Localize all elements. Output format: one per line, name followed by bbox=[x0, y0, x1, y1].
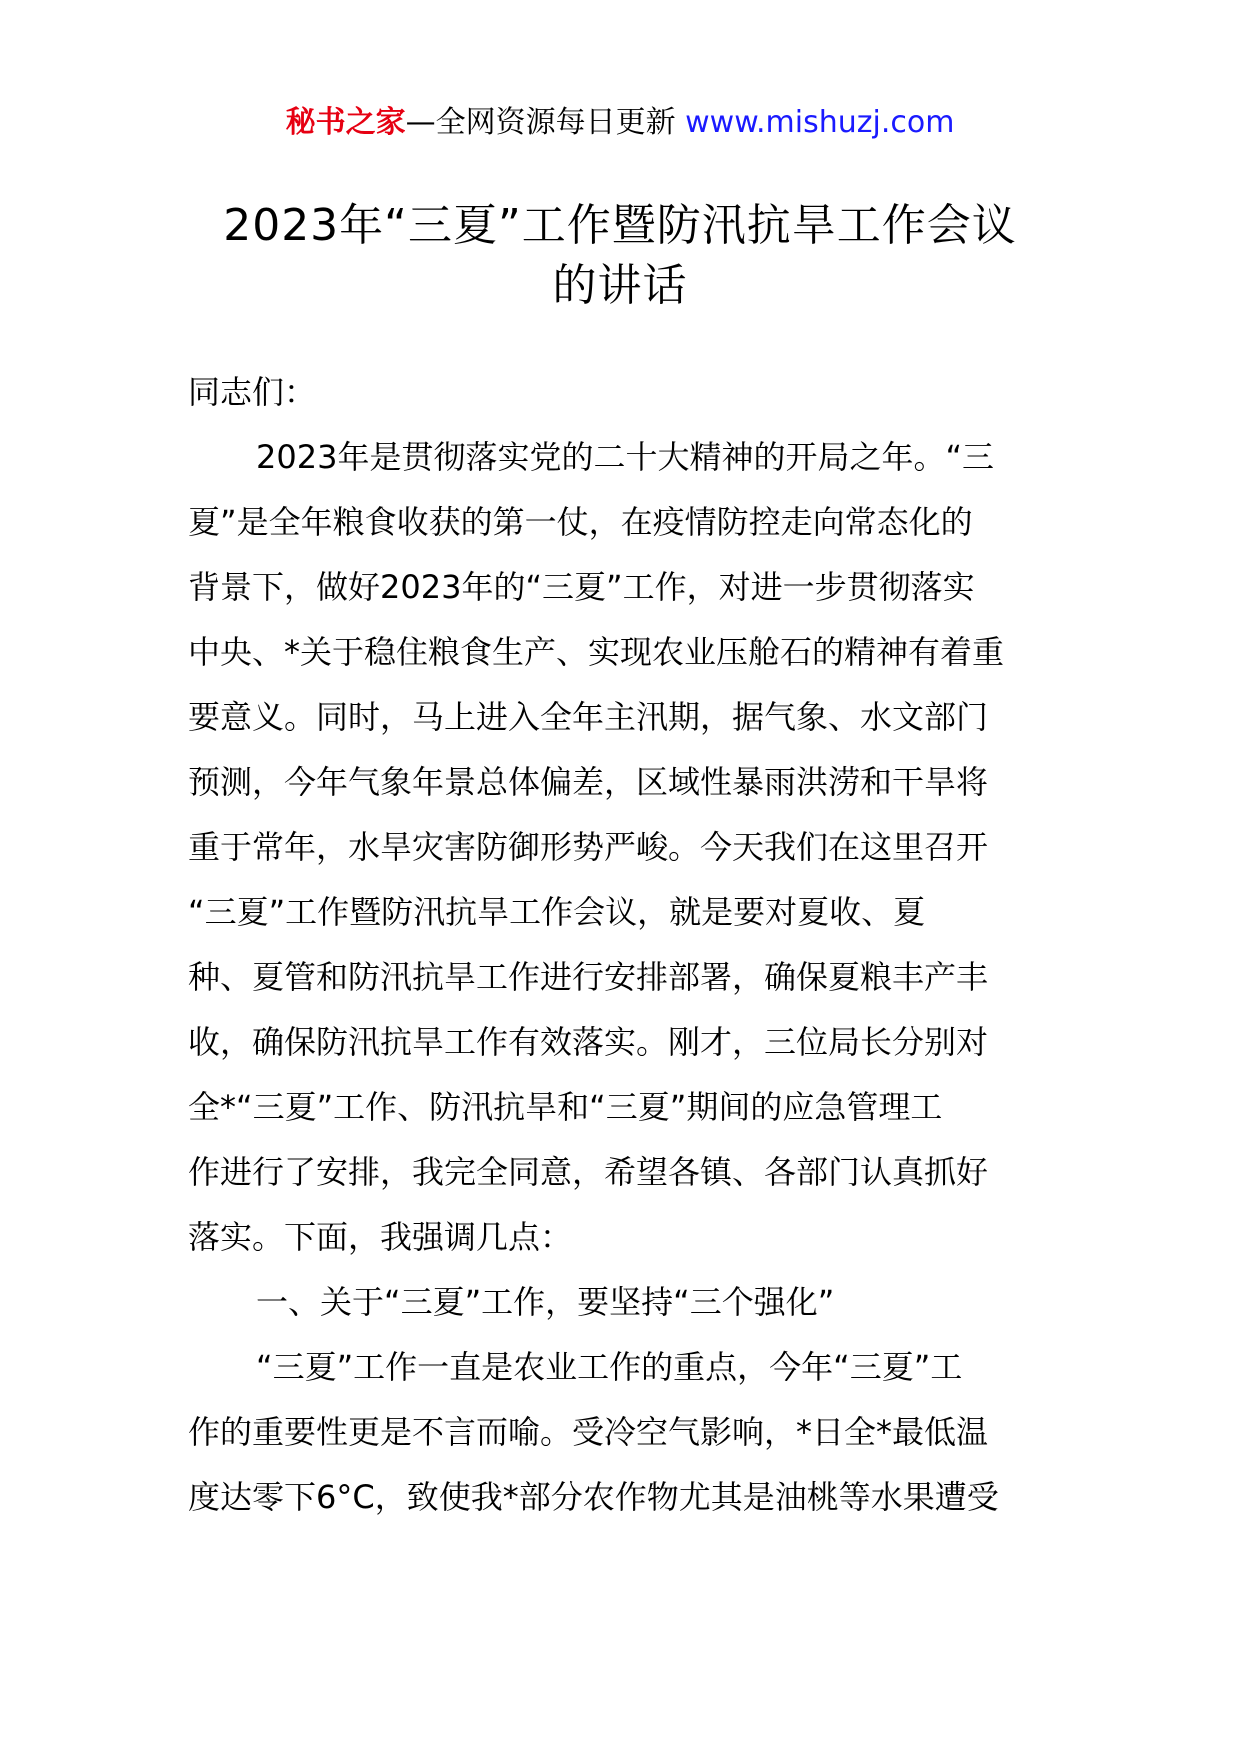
header-slogan: —全网资源每日更新 bbox=[405, 105, 686, 140]
paragraph-line: 落实。下面，我强调几点： bbox=[188, 1218, 573, 1256]
paragraph-line: 背景下，做好2023年的“三夏”工作，对进一步贯彻落实 bbox=[188, 568, 975, 606]
paragraph-line: 度达零下6°C，致使我*部分农作物尤其是油桃等水果遭受 bbox=[188, 1478, 999, 1516]
paragraph-line: 收，确保防汛抗旱工作有效落实。刚才，三位局长分别对 bbox=[188, 1023, 989, 1061]
paragraph-line: 重于常年，水旱灾害防御形势严峻。今天我们在这里召开 bbox=[188, 828, 989, 866]
brand-name: 秘书之家 bbox=[285, 105, 406, 140]
paragraph-line: 夏”是全年粮食收获的第一仗，在疫情防控走向常态化的 bbox=[188, 503, 973, 541]
paragraph-line: 中央、*关于稳住粮食生产、实现农业压舱石的精神有着重 bbox=[188, 633, 1005, 671]
document-body bbox=[188, 360, 1060, 1530]
document-title bbox=[170, 196, 1070, 316]
title-line-2: 的讲话 bbox=[552, 260, 688, 311]
header-url[interactable]: www.mishuzj.com bbox=[685, 105, 955, 140]
paragraph-line: “三夏”工作一直是农业工作的重点，今年“三夏”工 bbox=[256, 1348, 963, 1386]
paragraph-line: 2023年是贯彻落实党的二十大精神的开局之年。“三 bbox=[256, 438, 995, 476]
paragraph-line: 作进行了安排，我完全同意，希望各镇、各部门认真抓好 bbox=[188, 1153, 989, 1191]
paragraph-line: 要意义。同时，马上进入全年主汛期，据气象、水文部门 bbox=[188, 698, 989, 736]
salutation: 同志们： bbox=[188, 373, 317, 411]
paragraph-line: 预测，今年气象年景总体偏差，区域性暴雨洪涝和干旱将 bbox=[188, 763, 989, 801]
page-header bbox=[0, 100, 1240, 146]
section-heading: 一、关于“三夏”工作，要坚持“三个强化” bbox=[256, 1283, 835, 1321]
paragraph-line: 种、夏管和防汛抗旱工作进行安排部署，确保夏粮丰产丰 bbox=[188, 958, 989, 996]
title-line-1: 2023年“三夏”工作暨防汛抗旱工作会议 bbox=[223, 200, 1017, 251]
paragraph-line: “三夏”工作暨防汛抗旱工作会议，就是要对夏收、夏 bbox=[188, 893, 926, 931]
paragraph-line: 全*“三夏”工作、防汛抗旱和“三夏”期间的应急管理工 bbox=[188, 1088, 943, 1126]
paragraph-line: 作的重要性更是不言而喻。受冷空气影响，*日全*最低温 bbox=[188, 1413, 989, 1451]
